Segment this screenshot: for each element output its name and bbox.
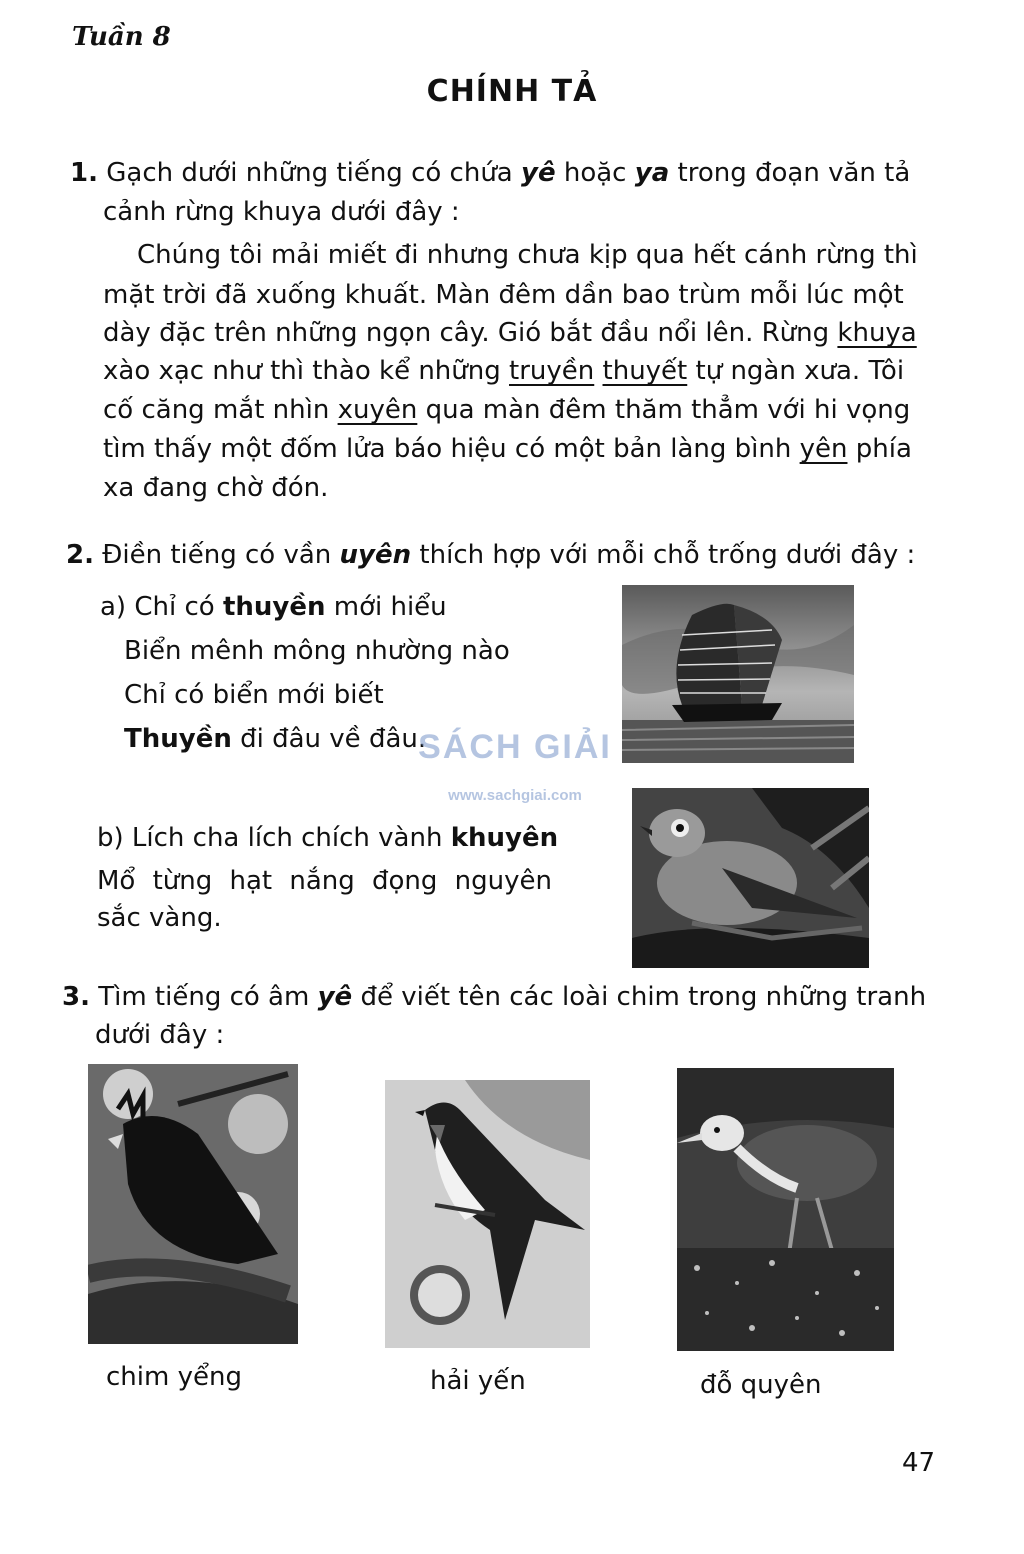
passage-5b: qua màn đêm thăm thẳm với hi vọng: [425, 395, 911, 425]
passage-line-4: [103, 356, 904, 386]
myna-bird-photo: [88, 1064, 298, 1344]
poem-b-line-1: [97, 823, 558, 853]
underlined-xuyen: xuyên: [337, 395, 418, 425]
caption-swallow: hải yến: [430, 1366, 526, 1396]
waterhen-bird-photo: [677, 1068, 894, 1351]
watermark-logo: SÁCH GIẢI: [418, 728, 612, 766]
passage-4a: xào xạc như thì thào kể những: [103, 356, 501, 386]
week-label: Tuần 8: [72, 22, 171, 52]
poem-b-bold-khuyen: khuyên: [450, 823, 559, 853]
passage-4b: tự ngàn xưa. Tôi: [695, 356, 905, 386]
exercise-3-number: 3.: [62, 982, 90, 1012]
underlined-khuya: khuya: [837, 318, 917, 348]
q3-text-1: Tìm tiếng có âm: [98, 982, 310, 1012]
passage-6a: tìm thấy một đốm lửa báo hiệu có một bản làng bình: [103, 434, 792, 464]
passage-line-6: [103, 434, 912, 464]
poem-a-line-4: [124, 724, 426, 754]
poem-a-bold-thuyen: thuyền: [222, 592, 326, 622]
myna-bird-illustration: [88, 1064, 298, 1344]
passage-3a: dày đặc trên những ngọn cây. Gió bắt đầu nổi lên. Rừng: [103, 318, 830, 348]
q2-text-1: Điền tiếng có vần: [102, 540, 332, 570]
exercise-2-number: 2.: [66, 540, 94, 570]
q2-keyword-uyen: uyên: [339, 540, 412, 570]
watermark: [410, 728, 620, 804]
poem-a-line-2: Biển mênh mông nhường nào: [124, 636, 510, 666]
poem-a-line-3: Chỉ có biển mới biết: [124, 680, 384, 710]
exercise-2-question: [66, 540, 915, 570]
sailboat-photo: [622, 585, 854, 763]
exercise-1-question: [70, 158, 910, 188]
poem-a-bold-thuyen-2: Thuyền: [124, 724, 232, 754]
q1-line-2: cảnh rừng khuya dưới đây :: [103, 197, 460, 227]
poem-a-suffix: mới hiểu: [333, 592, 447, 622]
poem-b-line-2: Mổ từng hạt nắng đọng nguyên: [97, 866, 552, 896]
q3-keyword-ye: yê: [317, 982, 353, 1012]
passage-line-5: [103, 395, 910, 425]
underlined-yen: yên: [799, 434, 848, 464]
caption-waterhen: đỗ quyên: [700, 1370, 822, 1400]
poem-b-line-3: sắc vàng.: [97, 903, 222, 933]
white-eye-bird-illustration: [632, 788, 869, 968]
underlined-thuyet: thuyết: [602, 356, 688, 386]
swallow-bird-photo: [385, 1080, 590, 1348]
poem-b-prefix: b) Lích cha lích chích vành: [97, 823, 443, 853]
waterhen-bird-illustration: [677, 1068, 894, 1351]
q3-text-2: để viết tên các loài chim trong những tranh: [360, 982, 927, 1012]
white-eye-bird-photo: [632, 788, 869, 968]
q1-keyword-ya: ya: [634, 158, 670, 188]
q1-text-1: Gạch dưới những tiếng có chứa: [106, 158, 513, 188]
q2-text-2: thích hợp với mỗi chỗ trống dưới đây :: [419, 540, 916, 570]
q1-text-2: hoặc: [563, 158, 627, 188]
passage-line-1: Chúng tôi mải miết đi nhưng chưa kịp qua hết cánh rừng thì: [137, 240, 918, 270]
poem-a-line-1: [100, 592, 447, 622]
underlined-truyen: truyền: [509, 356, 595, 386]
watermark-url: www.sachgiai.com: [448, 787, 582, 804]
sailboat-illustration: [622, 585, 854, 763]
poem-a-line-4-rest: đi đâu về đâu.: [240, 724, 427, 754]
page-number: 47: [902, 1448, 936, 1478]
swallow-bird-illustration: [385, 1080, 590, 1348]
passage-6b: phía: [855, 434, 912, 464]
q3-line-2: dưới đây :: [95, 1020, 225, 1050]
passage-line-2: mặt trời đã xuống khuất. Màn đêm dần bao trùm mỗi lúc một: [103, 280, 904, 310]
caption-myna: chim yểng: [106, 1362, 242, 1392]
passage-line-3: [103, 318, 917, 348]
passage-5a: cố căng mắt nhìn: [103, 395, 330, 425]
exercise-3-question: [62, 982, 926, 1012]
q1-text-3: trong đoạn văn tả: [677, 158, 911, 188]
exercise-1-number: 1.: [70, 158, 98, 188]
page-title: CHÍNH TẢ: [426, 74, 598, 109]
passage-line-7: xa đang chờ đón.: [103, 473, 329, 503]
poem-a-prefix: a) Chỉ có: [100, 592, 215, 622]
q1-keyword-ye: yê: [521, 158, 556, 188]
